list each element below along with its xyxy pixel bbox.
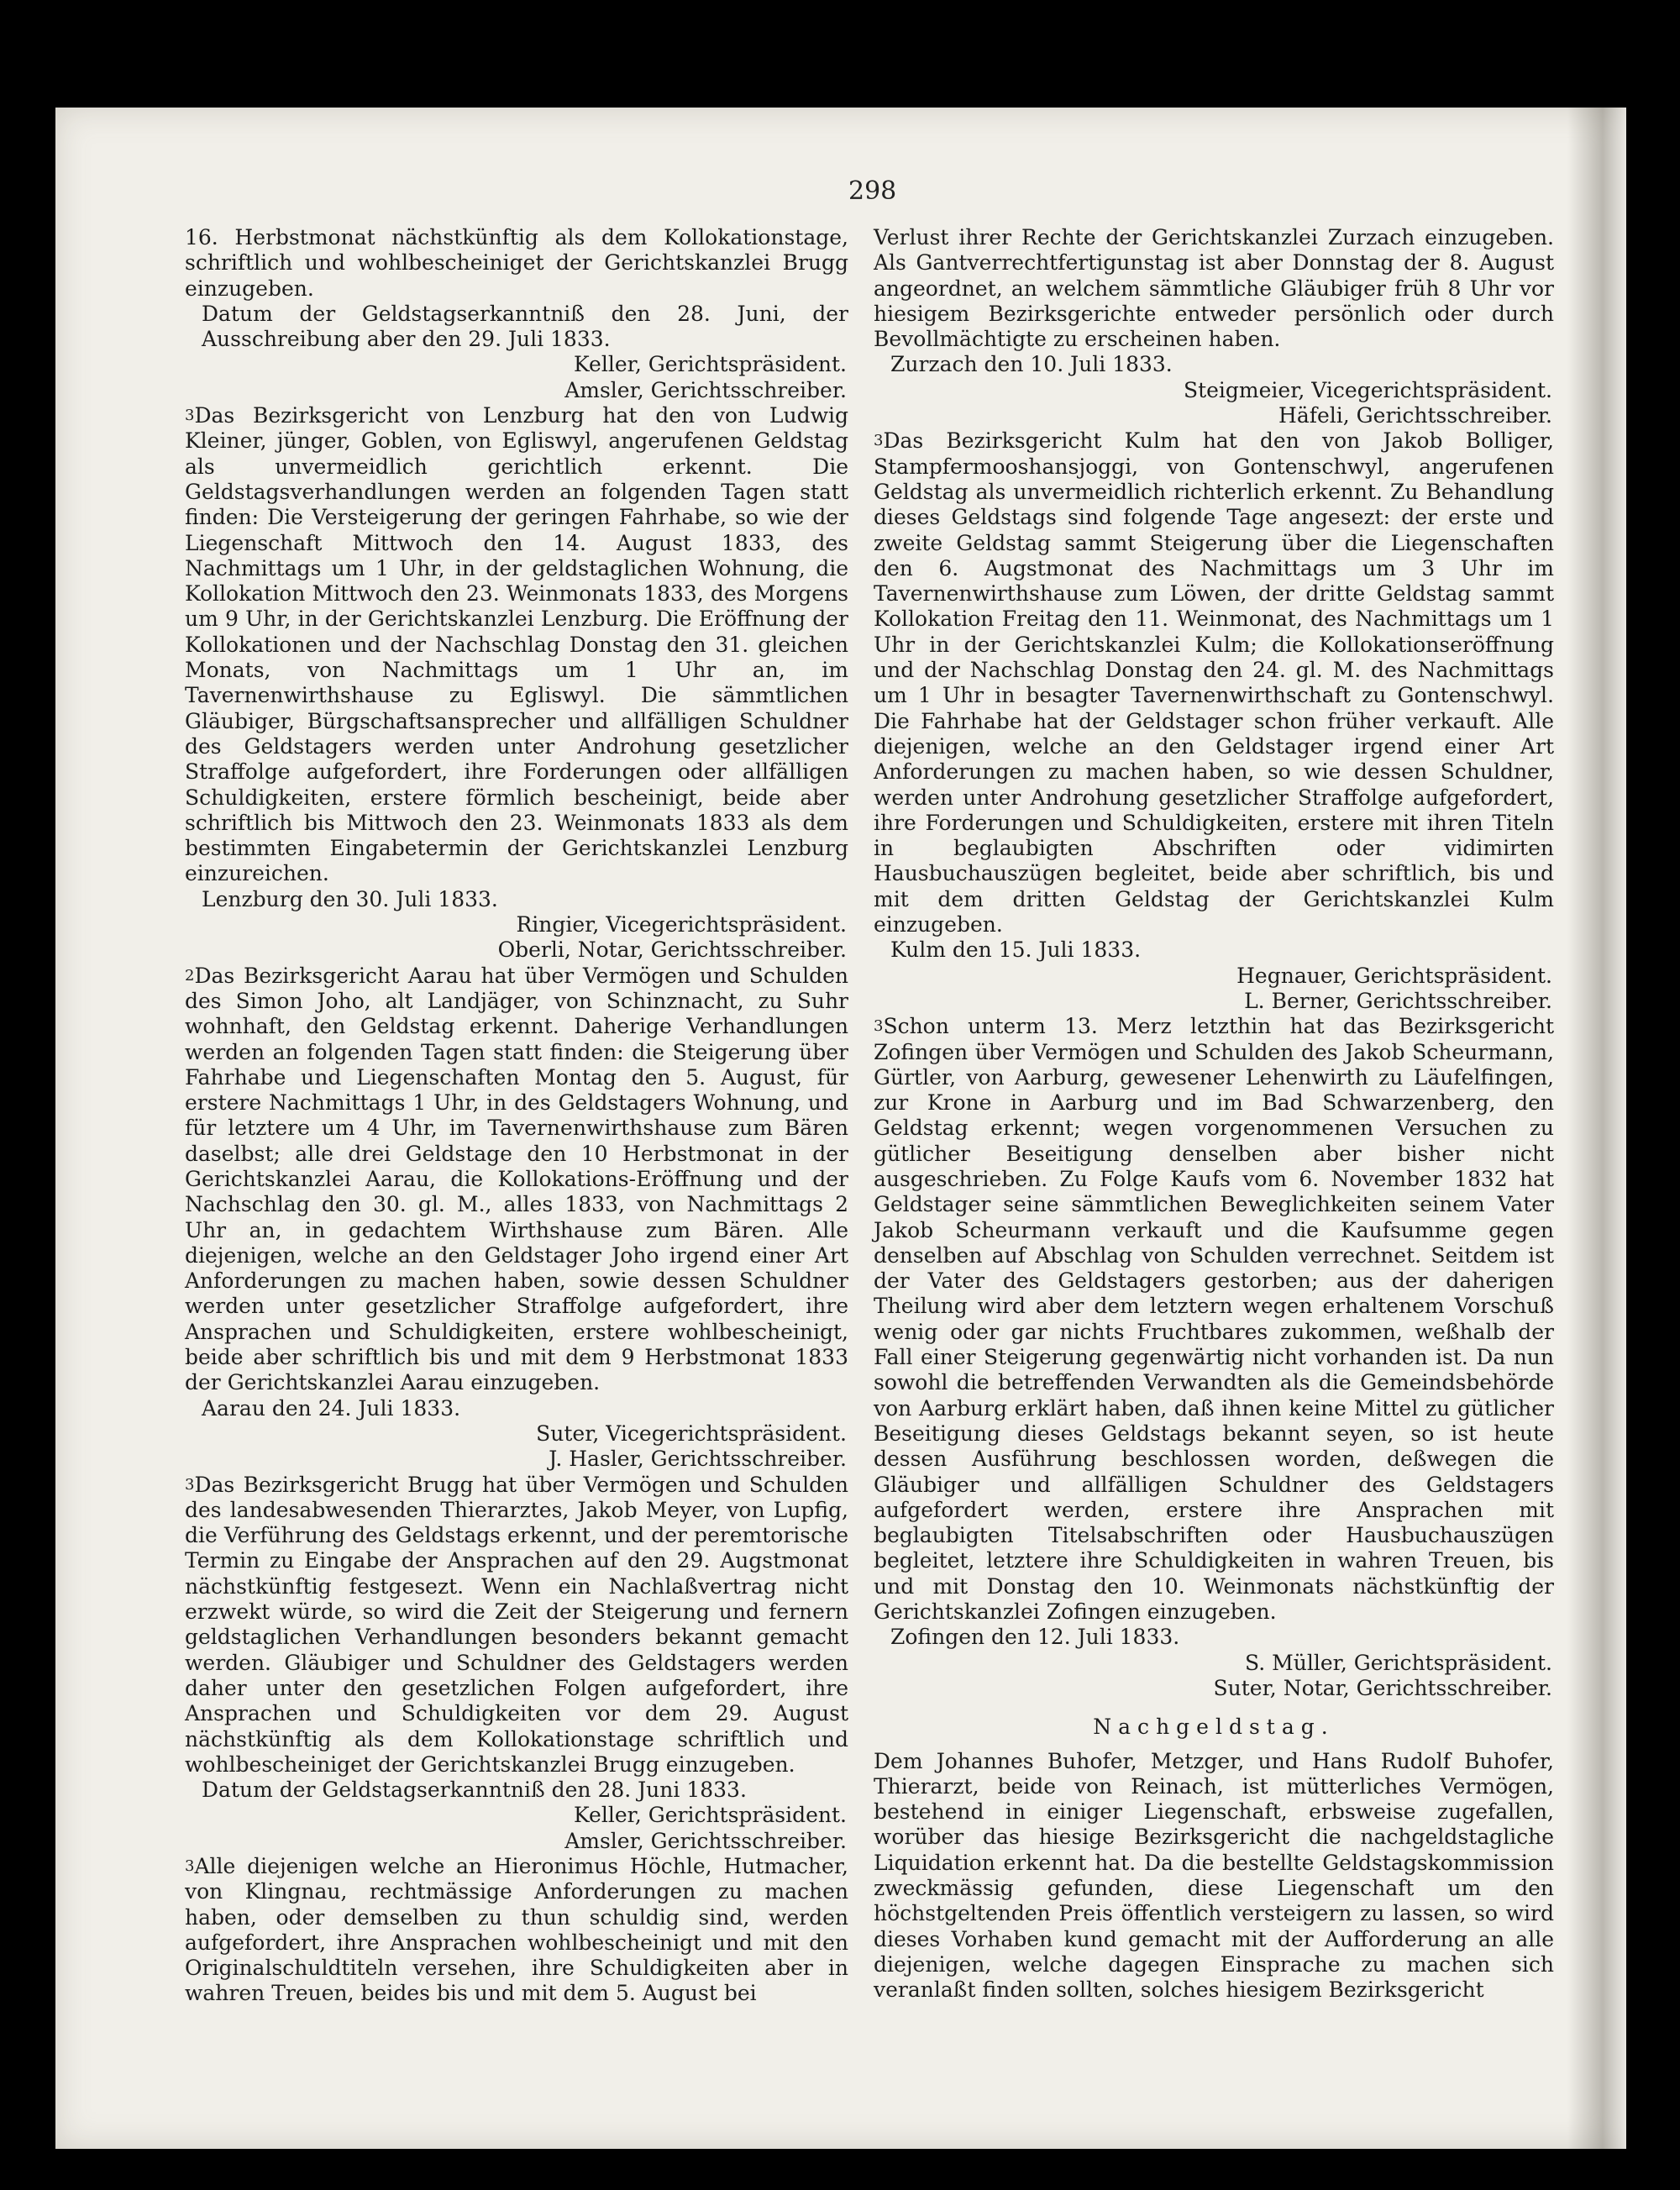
signature-clerk: Häfeli, Gerichtsschreiber. — [1278, 403, 1552, 428]
signature-clerk: Amsler, Gerichtsschreiber. — [564, 1828, 847, 1853]
page-fold-shadow — [1567, 108, 1626, 2149]
notice-marker: 3 — [185, 1475, 195, 1494]
section-heading: Nachgeldstag. — [1093, 1715, 1335, 1740]
notice-date: Datum der Geldstagserkanntniß den 28. Juni 1833. — [202, 1778, 747, 1803]
notice-continuation: 16. Herbstmonat nächstkünftig als dem Kollokationstage, schriftlich und wohlbescheiniget der Gerichtskanzlei Brugg einzugeben. — [185, 225, 848, 301]
notice-reinach: Dem Johannes Buhofer, Metzger, und Hans Rudolf Buhofer, Thierarzt, beide von Reinach, ist mütterliches Vermögen, bestehend in einiger Liegenschaft, erbsweise zugefallen, worüber das hiesige Bezirksgericht die nachgeldstagliche Liquidation erkennt hat. Da die bestellte Geldstagskommission zweckmässig gefunden, diese Liegenschaft um den höchstgeltenden Preis öffentlich versteigern zu lassen, so wird dieses Vorhaben kund gemacht mit der Aufforderung an alle diejenigen, welche dagegen Einsprache zu machen sich veranlaßt finden sollten, solches hiesigem Bezirksgericht — [874, 1748, 1554, 2003]
notice-date: Datum der Geldstagserkanntniß den 28. Juni, der Ausschreibung aber den 29. Juli 1833. — [202, 301, 848, 352]
signature-clerk: J. Hasler, Gerichtsschreiber. — [549, 1447, 847, 1472]
page-number: 298 — [848, 176, 897, 206]
signature-president: Hegnauer, Gerichtspräsident. — [1236, 963, 1552, 988]
left-column — [185, 225, 848, 2007]
signature-president: Steigmeier, Vicegerichtspräsident. — [1183, 377, 1552, 402]
notice-kulm — [874, 428, 1554, 937]
notice-text: Schon unterm 13. Merz letzthin hat das Bezirksgericht Zofingen über Vermögen und Schulden des Jakob Scheurmann, Gürtler, von Aarburg, gewesener Lehenwirth zu Läufelfingen, zur Krone in Aarburg und im Bad Schwarzenberg, den Geldstag erkennt; wegen vorgenommenen Versuchen zu gütlicher Beseitigung denselben aber bisher nicht ausgeschrieben. Zu Folge Kaufs vom 6. November 1832 hat Geldstager seine sämmtlichen Beweglichkeiten seinem Vater Jakob Scheurmann verkauft und die Kaufsumme gegen denselben auf Abschlag von Schulden verrechnet. Seitdem ist der Vater des Geldstagers gestorben; aus der daherigen Theilung wird aber dem letztern wegen erhaltenem Vorschuß wenig oder gar nichts Fruchtbares zukommen, weßhalb der Fall einer Steigerung gegenwärtig nicht vorhanden ist. Da nun sowohl die betreffenden Verwandten als die Gemeindsbehörde von Aarburg erklärt haben, daß ihnen keine Mittel zu gütlicher Beseitigung dieses Geldstags bekannt seyen, so ist heute dessen Ausführung beschlossen worden, deßwegen die Gläubiger und allfälligen Schuldner des Geldstagers aufgefordert werden, erstere ihre Ansprachen mit beglaubigten Titelsabschriften oder Hausbuchauszügen begleitet, letztere ihre Schuldigkeiten in wahren Treuen, bis und mit Donstag den 10. Weinmonats nächstkünftig der Gerichtskanzlei Zofingen einzugeben. — [874, 1014, 1554, 1625]
notice-text: Das Bezirksgericht Aarau hat über Vermögen und Schulden des Simon Joho, alt Landjäger, von Schinznacht, zu Suhr wohnhaft, den Geldstag erkennt. Daherige Verhandlungen werden an folgenden Tagen statt finden: die Steigerung über Fahrhabe und Liegenschaften Montag den 5. August, für erstere Nachmittags 1 Uhr, in des Geldstagers Wohnung, und für letztere um 4 Uhr, im Tavernenwirthshause zum Bären daselbst; alle drei Geldstage den 10 Herbstmonat in der Gerichtskanzlei Aarau, die Kollokations-Eröffnung und der Nachschlag den 30. gl. M., alles 1833, von Nachmittags 2 Uhr an, in gedachtem Wirthshause zum Bären. Alle diejenigen, welche an den Geldstager Joho irgend einer Art Anforderungen zu machen haben, sowie dessen Schuldner werden unter gesetzlicher Straffolge aufgefordert, ihre Ansprachen und Schuldigkeiten, erstere wohlbescheinigt, beide aber schriftlich bis und mit dem 9 Herbstmonat 1833 der Gerichtskanzlei Aarau einzugeben. — [185, 963, 848, 1395]
notice-lenzburg — [185, 403, 848, 887]
notice-place-date: Aarau den 24. Juli 1833. — [202, 1395, 461, 1421]
notice-zofingen — [874, 1014, 1554, 1625]
notice-text: Das Bezirksgericht Brugg hat über Vermögen und Schulden des landesabwesenden Thierarztes, Jakob Meyer, von Lupfig, die Verführung des Geldstags erkennt, und der peremtorische Termin zu Eingabe der Ansprachen auf den 29. Augstmonat nächstkünftig festgesezt. Wenn ein Nachlaßvertrag nicht erzwekt würde, so wird die Zeit der Steigerung und fernern geldstaglichen Verhandlungen besonders bekannt gemacht werden. Gläubiger und Schuldner des Geldstagers werden daher unter den gesetzlichen Folgen aufgefordert, ihre Ansprachen und Schuldigkeiten vor dem 29. August nächstkünftig als dem Kollokationstage schriftlich und wohlbescheiniget der Gerichtskanzlei Brugg einzugeben. — [185, 1472, 848, 1777]
notice-aarau — [185, 964, 848, 1396]
signature-clerk: Suter, Notar, Gerichtsschreiber. — [1213, 1675, 1552, 1700]
signature-clerk: L. Berner, Gerichtsschreiber. — [1244, 988, 1552, 1013]
notice-marker: 3 — [185, 407, 195, 425]
notice-marker: 2 — [185, 966, 195, 985]
signature-president: Suter, Vicegerichtspräsident. — [536, 1421, 847, 1446]
notice-place-date: Zurzach den 10. Juli 1833. — [890, 352, 1173, 377]
notice-klingnau — [185, 1854, 848, 2007]
notice-brugg — [185, 1473, 848, 1778]
notice-marker: 3 — [185, 1857, 195, 1875]
notice-marker: 3 — [874, 1017, 884, 1036]
signature-clerk: Oberli, Notar, Gerichtsschreiber. — [497, 937, 847, 963]
signature-president: Keller, Gerichtspräsident. — [574, 352, 847, 377]
notice-text: Das Bezirksgericht von Lenzburg hat den von Ludwig Kleiner, jünger, Goblen, von Egliswyl, angerufenen Geldstag als unvermeidlich gerichtlich erkennt. Die Geldstagsverhandlungen werden an folgenden Tagen statt finden: Die Versteigerung der geringen Fahrhabe, so wie der Liegenschaft Mittwoch den 14. August 1833, des Nachmittags um 1 Uhr, in der geldstaglichen Wohnung, die Kollokation Mittwoch den 23. Weinmonats 1833, des Morgens um 9 Uhr, in der Gerichtskanzlei Lenzburg. Die Eröffnung der Kollokationen und der Nachschlag Donstag den 31. gleichen Monats, von Nachmittags um 1 Uhr an, im Tavernenwirthshause zu Egliswyl. Die sämmtlichen Gläubiger, Bürgschaftsansprecher und allfälligen Schuldner des Geldstagers werden unter Androhung gesetzlicher Straffolge aufgefordert, ihre Forderungen oder allfälligen Schuldigkeiten, erstere förmlich bescheinigt, beide aber schriftlich bis Mittwoch den 23. Weinmonats 1833 als dem bestimmten Eingabetermin der Gerichtskanzlei Lenzburg einzureichen. — [185, 403, 848, 886]
notice-continuation: Verlust ihrer Rechte der Gerichtskanzlei Zurzach einzugeben. Als Gantverrechtfertigunstag ist aber Donnstag der 8. August angeordnet, an welchem sämmtliche Gläubiger früh 8 Uhr vor hiesigem Bezirksgerichte entweder persönlich oder durch Bevollmächtigte zu erscheinen haben. — [874, 225, 1554, 352]
right-column — [874, 225, 1554, 2003]
signature-clerk: Amsler, Gerichtsschreiber. — [564, 377, 847, 402]
notice-place-date: Zofingen den 12. Juli 1833. — [890, 1625, 1180, 1650]
signature-president: Keller, Gerichtspräsident. — [574, 1803, 847, 1828]
notice-marker: 3 — [874, 432, 884, 450]
notice-place-date: Lenzburg den 30. Juli 1833. — [202, 886, 498, 911]
signature-president: Ringier, Vicegerichtspräsident. — [516, 912, 847, 937]
notice-place-date: Kulm den 15. Juli 1833. — [890, 937, 1142, 963]
notice-text: Alle diejenigen welche an Hieronimus Höchle, Hutmacher, von Klingnau, rechtmässige Anforderungen zu machen haben, oder demselben zu thun schuldig sind, werden aufgefordert, ihre Ansprachen wohlbescheinigt und mit den Originalschuldtiteln versehen, ihre Schuldigkeiten aber in wahren Treuen, beides bis und mit dem 5. August bei — [185, 1854, 848, 2006]
signature-president: S. Müller, Gerichtspräsident. — [1245, 1650, 1552, 1675]
notice-text: Das Bezirksgericht Kulm hat den von Jakob Bolliger, Stampfermooshansjoggi, von Gontenschwyl, angerufenen Geldstag als unvermeidlich richterlich erkennt. Zu Behandlung dieses Geldstags sind folgende Tage angesezt: der erste und zweite Geldstag sammt Steigerung über die Liegenschaften den 6. Augstmonat des Nachmittags um 3 Uhr im Tavernenwirthshause zum Löwen, der dritte Geldstag sammt Kollokation Freitag den 11. Weinmonat, des Nachmittags um 1 Uhr in der Gerichtskanzlei Kulm; die Kollokationseröffnung und der Nachschlag Donstag den 24. gl. M. des Nachmittags um 1 Uhr in besagter Tavernenwirthschaft zu Gontenschwyl. Die Fahrhabe hat der Geldstager schon früher verkauft. Alle diejenigen, welche an den Geldstager irgend einer Art Anforderungen zu machen haben, so wie dessen Schuldner, werden unter Androhung gesetzlicher Straffolge aufgefordert, ihre Forderungen und Schuldigkeiten, erstere mit ihren Titeln in beglaubigten Abschriften oder vidimirten Hausbuchauszügen begleitet, beide aber schriftlich, bis und mit dem dritten Geldstag der Gerichtskanzlei Kulm einzugeben. — [874, 428, 1554, 937]
